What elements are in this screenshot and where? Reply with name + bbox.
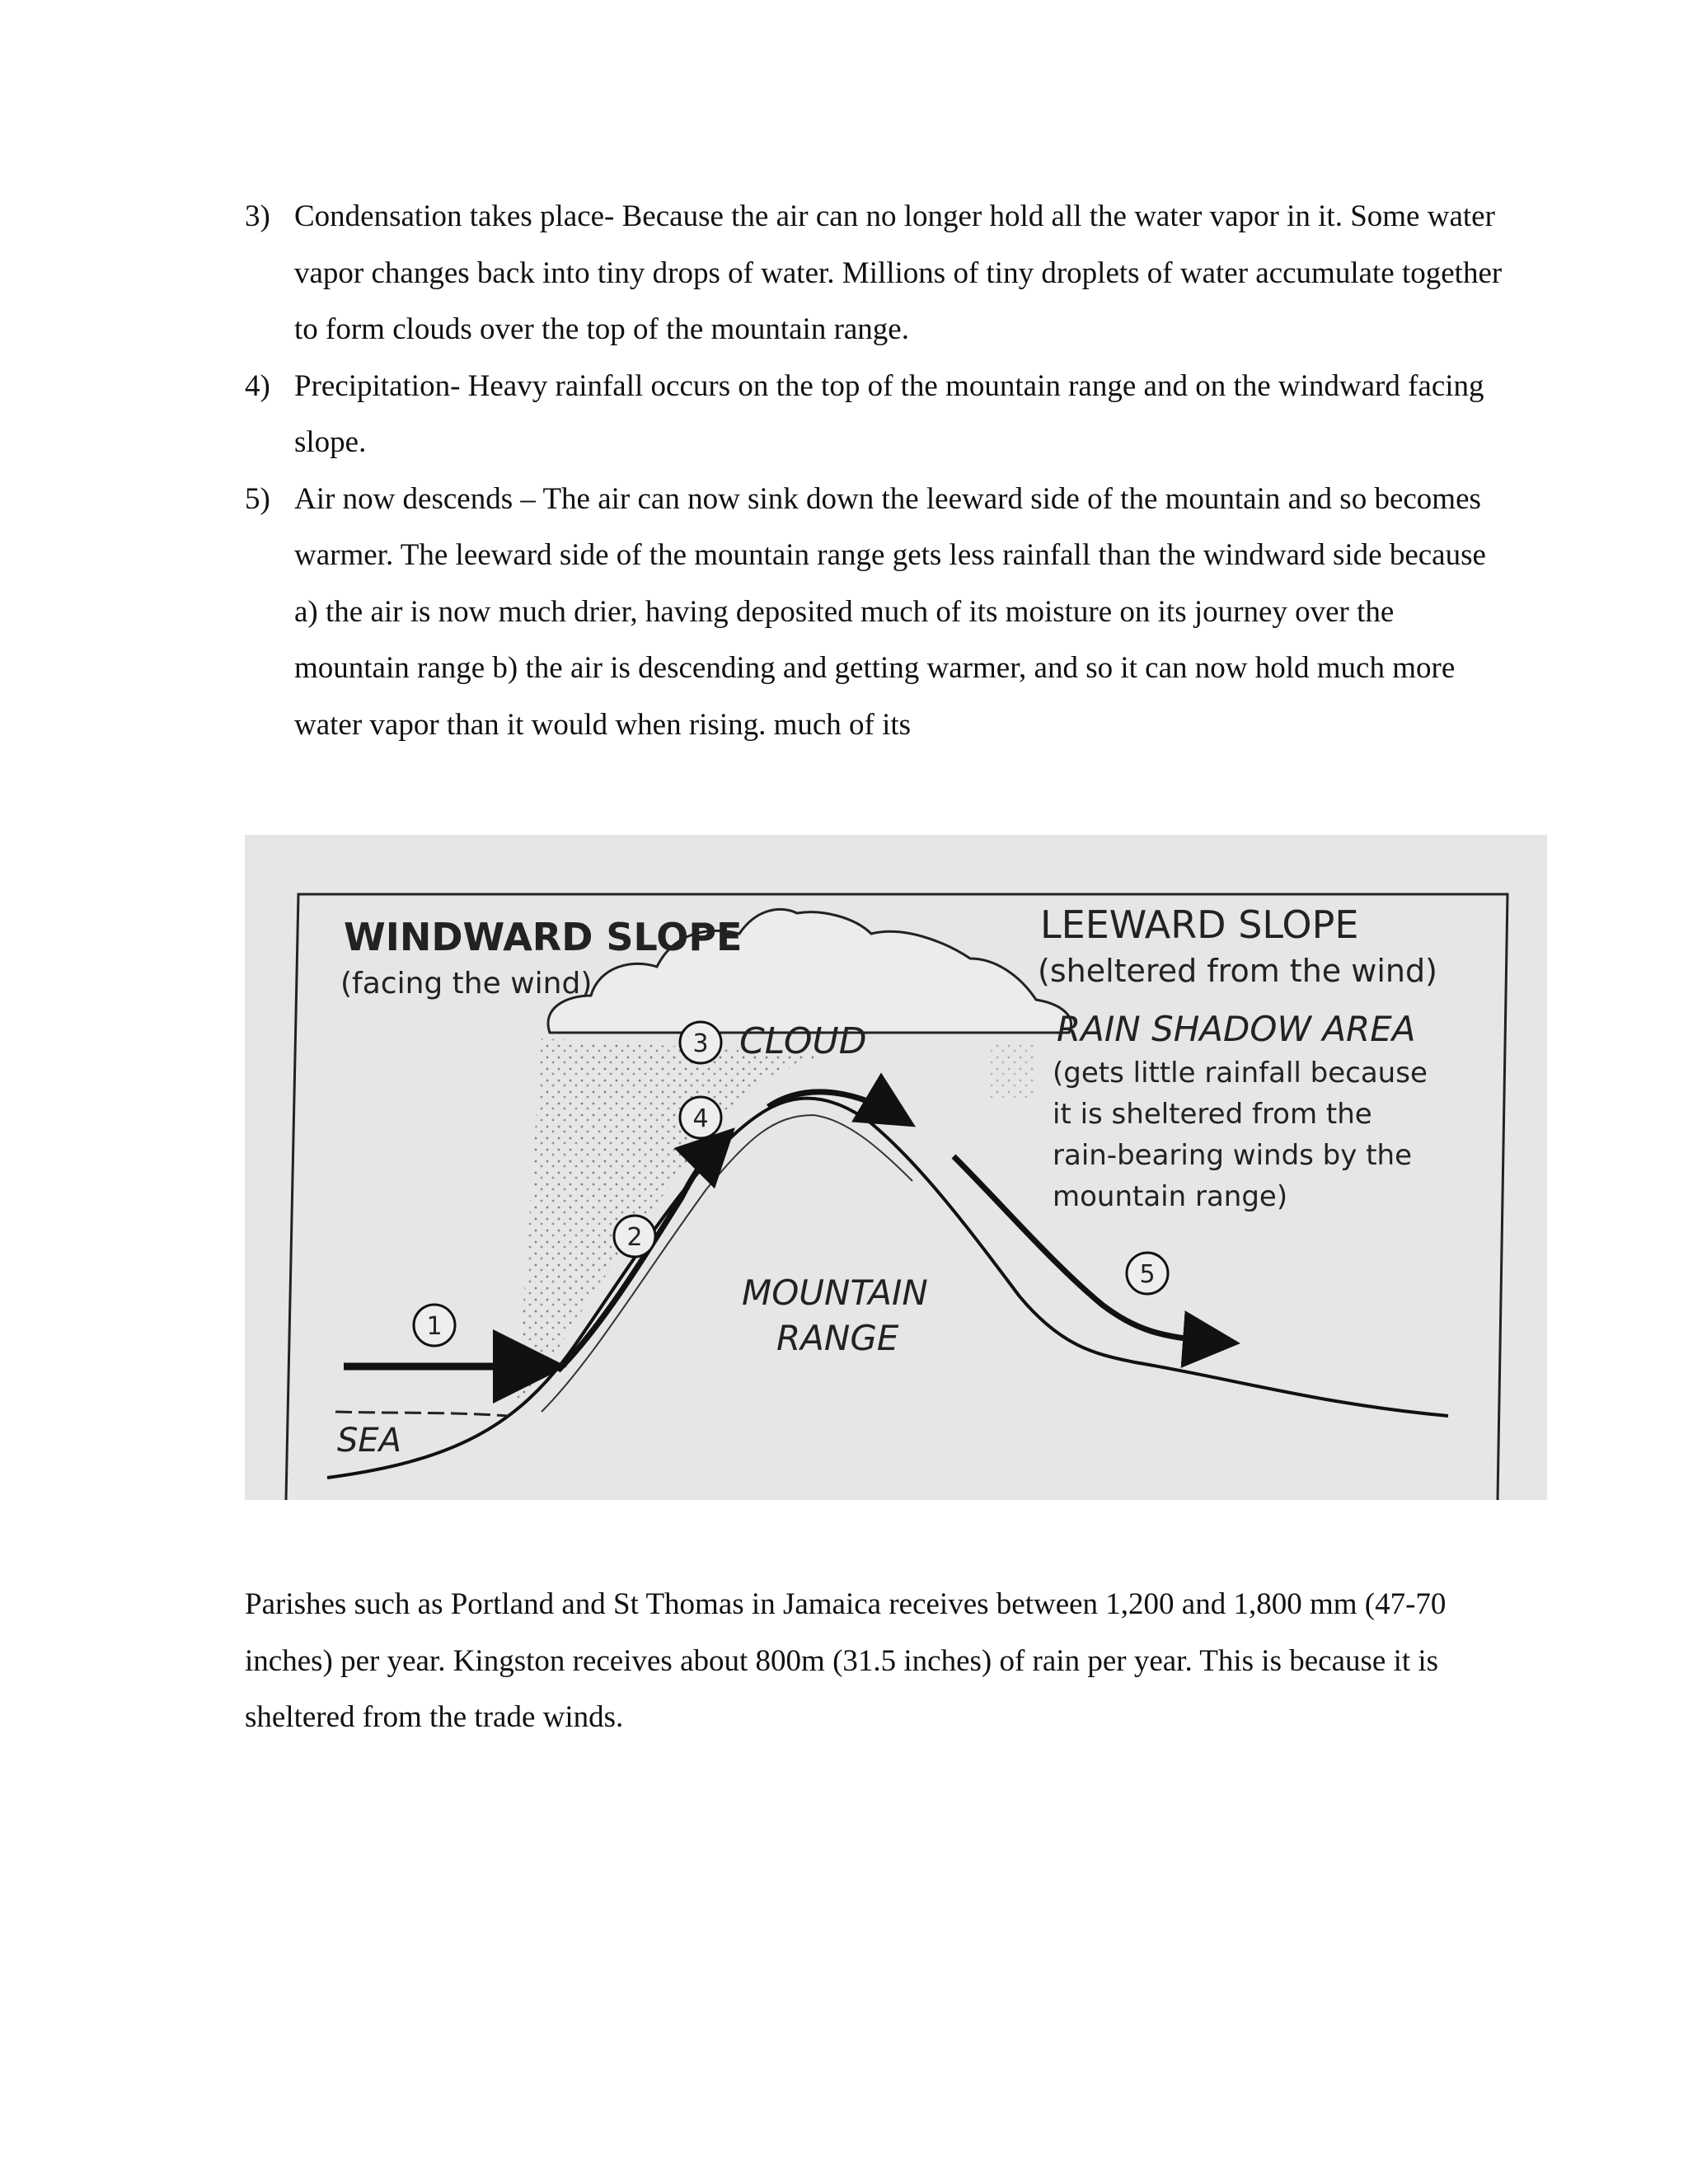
list-item <box>245 359 1514 471</box>
list-text: Condensation takes place- Because the air can no longer hold all the water vapor in it. Some water vapor changes back into tiny drops of water. Millions of tiny droplets of water accumulate together to form clouds over the top of the mountain range. <box>294 199 1503 346</box>
windward-subtitle: (facing the wind) <box>340 967 593 1001</box>
mountain-label-line-2: RANGE <box>776 1318 899 1358</box>
list-number: 4) <box>245 368 270 403</box>
numbered-list <box>245 189 1514 753</box>
rain-shadow-title: RAIN SHADOW AREA <box>1057 1009 1416 1049</box>
step-label-4: 4 <box>692 1104 709 1133</box>
list-number: 5) <box>245 481 270 516</box>
body-paragraph: Parishes such as Portland and St Thomas in Jamaica receives between 1,200 and 1,800 mm (47-70 inches) per year. Kingston receives about 800m (31.5 inches) of rain per year. This is because it is sheltered from the trade winds. <box>245 1587 1447 1734</box>
cloud-label: CLOUD <box>739 1020 867 1062</box>
step-label-1: 1 <box>426 1312 443 1341</box>
step-label-5: 5 <box>1139 1260 1156 1289</box>
leeward-subtitle: (sheltered from the wind) <box>1038 953 1437 989</box>
list-item <box>245 471 1514 754</box>
list-number: 3) <box>245 199 270 233</box>
rain-shadow-line-2: it is sheltered from the <box>1053 1098 1372 1131</box>
mountain-label-line-1: MOUNTAIN <box>742 1272 928 1313</box>
step-label-3: 3 <box>692 1029 709 1058</box>
list-text: Air now descends – The air can now sink down the leeward side of the mountain and so becomes warmer. The leeward side of the mountain range gets less rainfall than the windward side because a) the air is now much drier, having deposited much of its moisture on its journey over the mountain range b) the air is descending and getting warmer, and so it can now hold much more water vapor than it would when rising. much of its <box>294 481 1486 742</box>
list-text: Precipitation- Heavy rainfall occurs on the top of the mountain range and on the windward facing slope. <box>294 368 1484 459</box>
rain-shadow-diagram <box>245 835 1547 1500</box>
leeward-title: LEEWARD SLOPE <box>1040 902 1359 947</box>
rain-shadow-line-4: mountain range) <box>1053 1180 1288 1213</box>
step-label-2: 2 <box>626 1223 643 1252</box>
sea-label: SEA <box>337 1422 402 1460</box>
sea-line <box>335 1412 509 1416</box>
rain-shadow-line-3: rain-bearing winds by the <box>1053 1139 1412 1172</box>
list-item <box>245 189 1514 359</box>
windward-title: WINDWARD SLOPE <box>344 915 743 959</box>
rain-area-light <box>987 1041 1036 1099</box>
rain-shadow-line-1: (gets little rainfall because <box>1053 1057 1428 1090</box>
